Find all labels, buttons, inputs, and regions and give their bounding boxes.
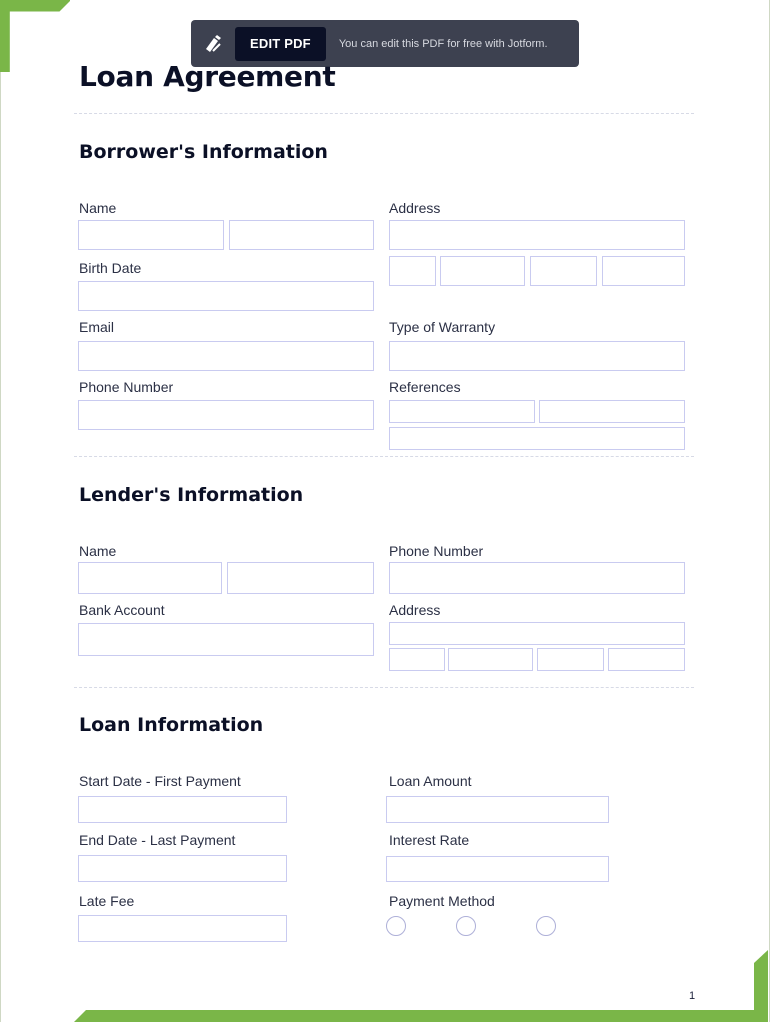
borrower-warranty-label: Type of Warranty <box>389 319 496 335</box>
borrower-references-label: References <box>389 379 461 395</box>
lender-address-city-field[interactable] <box>448 648 533 671</box>
lender-phone-field[interactable] <box>389 562 685 594</box>
loan-amount-field[interactable] <box>386 796 609 823</box>
lender-bank-label: Bank Account <box>79 602 165 618</box>
toolbar-message: You can edit this PDF for free with Jotform. <box>338 37 548 50</box>
borrower-reference-3-field[interactable] <box>389 427 685 450</box>
borrower-email-field[interactable] <box>78 341 374 371</box>
borrower-address-city-field[interactable] <box>440 256 525 286</box>
borrower-reference-2-field[interactable] <box>539 400 685 423</box>
loan-interest-rate-field[interactable] <box>386 856 609 882</box>
loan-start-date-label: Start Date - First Payment <box>79 773 241 789</box>
borrower-address-state-field[interactable] <box>530 256 597 286</box>
lender-address-state-field[interactable] <box>537 648 604 671</box>
loan-interest-label: Interest Rate <box>389 832 470 848</box>
borrower-address-line-1-field[interactable] <box>389 256 436 286</box>
borrower-phone-label: Phone Number <box>79 379 174 395</box>
borrower-birth-date-label: Birth Date <box>79 260 142 276</box>
lender-bank-account-field[interactable] <box>78 623 374 656</box>
payment-method-radio-1[interactable] <box>386 916 406 936</box>
payment-method-radio-3[interactable] <box>536 916 556 936</box>
loan-start-date-field[interactable] <box>78 796 287 823</box>
divider <box>74 687 694 688</box>
borrower-birth-date-field[interactable] <box>78 281 374 311</box>
borrower-phone-field[interactable] <box>78 400 374 430</box>
lender-address-label: Address <box>389 602 441 618</box>
borrower-first-name-field[interactable] <box>78 220 224 250</box>
loan-end-date-label: End Date - Last Payment <box>79 832 236 848</box>
lender-first-name-field[interactable] <box>78 562 222 594</box>
divider <box>74 456 694 457</box>
lender-name-label: Name <box>79 543 117 559</box>
page-title: Loan Agreement <box>79 60 336 93</box>
loan-amount-label: Loan Amount <box>389 773 472 789</box>
section-heading-borrower: Borrower's Information <box>79 141 328 163</box>
borrower-address-street-field[interactable] <box>389 220 685 250</box>
lender-address-line-1-field[interactable] <box>389 648 445 671</box>
borrower-email-label: Email <box>79 319 115 335</box>
borrower-warranty-field[interactable] <box>389 341 685 371</box>
section-heading-lender: Lender's Information <box>79 484 304 506</box>
section-heading-loan: Loan Information <box>79 714 264 736</box>
borrower-last-name-field[interactable] <box>229 220 374 250</box>
edit-pdf-button[interactable]: EDIT PDF <box>235 27 326 61</box>
divider <box>74 113 694 114</box>
lender-address-zip-field[interactable] <box>608 648 685 671</box>
borrower-address-label: Address <box>389 200 441 216</box>
borrower-address-zip-field[interactable] <box>602 256 685 286</box>
loan-late-fee-field[interactable] <box>78 915 287 942</box>
page-number: 1 <box>689 990 696 1002</box>
lender-address-street-field[interactable] <box>389 622 685 645</box>
lender-phone-label: Phone Number <box>389 543 484 559</box>
lender-last-name-field[interactable] <box>227 562 374 594</box>
borrower-reference-1-field[interactable] <box>389 400 535 423</box>
loan-late-fee-label: Late Fee <box>79 893 135 909</box>
payment-method-radio-2[interactable] <box>456 916 476 936</box>
borrower-name-label: Name <box>79 200 117 216</box>
loan-payment-method-label: Payment Method <box>389 893 495 909</box>
loan-end-date-field[interactable] <box>78 855 287 882</box>
